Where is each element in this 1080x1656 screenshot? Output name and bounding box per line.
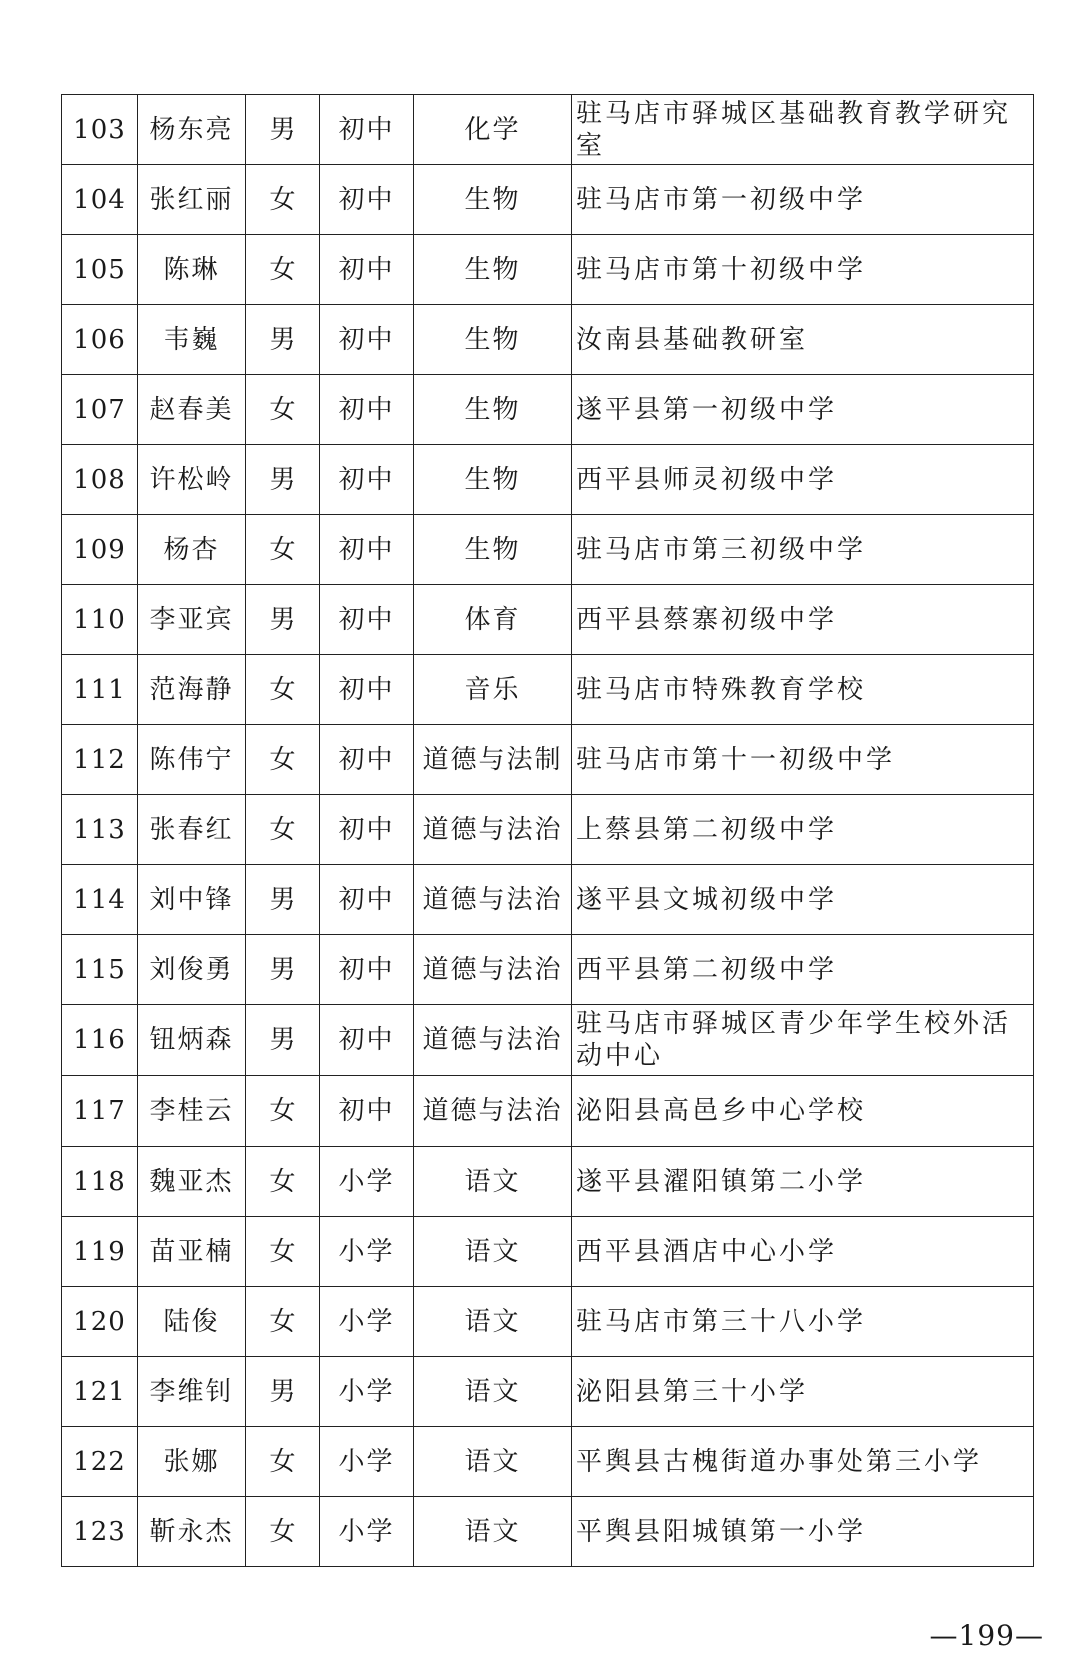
teacher-gender-cell: 女	[246, 235, 320, 305]
teacher-gender-cell: 女	[246, 1427, 320, 1497]
teacher-name-cell: 刘中锋	[138, 865, 246, 935]
row-number-cell: 104	[62, 165, 138, 235]
teacher-name-cell: 陈伟宁	[138, 725, 246, 795]
teaching-subject-cell: 道德与法治	[414, 1076, 572, 1147]
work-unit-cell: 遂平县第一初级中学	[572, 375, 1034, 445]
teacher-name-cell: 苗亚楠	[138, 1217, 246, 1287]
teaching-subject-cell: 生物	[414, 515, 572, 585]
teaching-subject-cell: 道德与法治	[414, 1005, 572, 1076]
row-number-cell: 108	[62, 445, 138, 515]
table-row	[62, 1497, 1034, 1567]
table-row	[62, 1357, 1034, 1427]
work-unit-cell: 驻马店市驿城区基础教育教学研究室	[572, 95, 1034, 165]
table-row	[62, 235, 1034, 305]
table-row	[62, 375, 1034, 445]
roster-body	[62, 95, 1034, 1567]
row-number-cell: 111	[62, 655, 138, 725]
teacher-name-cell: 刘俊勇	[138, 935, 246, 1005]
table-row	[62, 655, 1034, 725]
teacher-name-cell: 杨杏	[138, 515, 246, 585]
school-level-cell: 初中	[320, 165, 414, 235]
row-number-cell: 118	[62, 1147, 138, 1217]
teaching-subject-cell: 体育	[414, 585, 572, 655]
teacher-gender-cell: 男	[246, 865, 320, 935]
teacher-name-cell: 李维钊	[138, 1357, 246, 1427]
row-number-cell: 109	[62, 515, 138, 585]
row-number-cell: 105	[62, 235, 138, 305]
table-row	[62, 1217, 1034, 1287]
work-unit-cell: 驻马店市第三十八小学	[572, 1287, 1034, 1357]
work-unit-cell: 驻马店市驿城区青少年学生校外活动中心	[572, 1005, 1034, 1076]
school-level-cell: 小学	[320, 1287, 414, 1357]
table-row	[62, 305, 1034, 375]
teaching-subject-cell: 语文	[414, 1287, 572, 1357]
teacher-gender-cell: 女	[246, 1287, 320, 1357]
teaching-subject-cell: 道德与法治	[414, 935, 572, 1005]
table-row	[62, 1076, 1034, 1147]
table-row	[62, 165, 1034, 235]
teacher-gender-cell: 女	[246, 655, 320, 725]
teacher-name-cell: 钮炳森	[138, 1005, 246, 1076]
teaching-subject-cell: 生物	[414, 445, 572, 515]
work-unit-cell: 西平县蔡寨初级中学	[572, 585, 1034, 655]
row-number-cell: 107	[62, 375, 138, 445]
teacher-name-cell: 靳永杰	[138, 1497, 246, 1567]
work-unit-cell: 驻马店市第三初级中学	[572, 515, 1034, 585]
school-level-cell: 初中	[320, 235, 414, 305]
work-unit-cell: 上蔡县第二初级中学	[572, 795, 1034, 865]
work-unit-cell: 平舆县古槐街道办事处第三小学	[572, 1427, 1034, 1497]
table-row	[62, 515, 1034, 585]
teacher-gender-cell: 男	[246, 585, 320, 655]
teacher-gender-cell: 女	[246, 795, 320, 865]
teacher-name-cell: 韦巍	[138, 305, 246, 375]
school-level-cell: 初中	[320, 655, 414, 725]
school-level-cell: 初中	[320, 795, 414, 865]
row-number-cell: 106	[62, 305, 138, 375]
school-level-cell: 初中	[320, 725, 414, 795]
work-unit-cell: 泌阳县第三十小学	[572, 1357, 1034, 1427]
row-number-cell: 122	[62, 1427, 138, 1497]
school-level-cell: 初中	[320, 865, 414, 935]
work-unit-cell: 驻马店市第十初级中学	[572, 235, 1034, 305]
teaching-subject-cell: 生物	[414, 165, 572, 235]
school-level-cell: 初中	[320, 515, 414, 585]
school-level-cell: 初中	[320, 935, 414, 1005]
school-level-cell: 小学	[320, 1217, 414, 1287]
school-level-cell: 初中	[320, 445, 414, 515]
work-unit-cell: 西平县酒店中心小学	[572, 1217, 1034, 1287]
row-number-cell: 103	[62, 95, 138, 165]
teacher-gender-cell: 女	[246, 1217, 320, 1287]
row-number-cell: 112	[62, 725, 138, 795]
teacher-gender-cell: 男	[246, 1005, 320, 1076]
work-unit-cell: 平舆县阳城镇第一小学	[572, 1497, 1034, 1567]
teaching-subject-cell: 音乐	[414, 655, 572, 725]
teacher-gender-cell: 男	[246, 305, 320, 375]
school-level-cell: 初中	[320, 375, 414, 445]
teacher-gender-cell: 女	[246, 375, 320, 445]
school-level-cell: 小学	[320, 1427, 414, 1497]
teacher-gender-cell: 女	[246, 725, 320, 795]
school-level-cell: 小学	[320, 1497, 414, 1567]
work-unit-cell: 西平县第二初级中学	[572, 935, 1034, 1005]
table-row	[62, 95, 1034, 165]
teaching-subject-cell: 生物	[414, 235, 572, 305]
row-number-cell: 123	[62, 1497, 138, 1567]
teacher-name-cell: 李桂云	[138, 1076, 246, 1147]
table-row	[62, 1427, 1034, 1497]
teacher-gender-cell: 女	[246, 515, 320, 585]
teaching-subject-cell: 化学	[414, 95, 572, 165]
teacher-name-cell: 赵春美	[138, 375, 246, 445]
teacher-name-cell: 李亚宾	[138, 585, 246, 655]
teaching-subject-cell: 语文	[414, 1427, 572, 1497]
row-number-cell: 117	[62, 1076, 138, 1147]
row-number-cell: 119	[62, 1217, 138, 1287]
teacher-gender-cell: 男	[246, 445, 320, 515]
row-number-cell: 113	[62, 795, 138, 865]
teacher-name-cell: 张娜	[138, 1427, 246, 1497]
teaching-subject-cell: 语文	[414, 1147, 572, 1217]
school-level-cell: 小学	[320, 1147, 414, 1217]
teacher-gender-cell: 男	[246, 935, 320, 1005]
teaching-subject-cell: 语文	[414, 1217, 572, 1287]
teaching-subject-cell: 生物	[414, 305, 572, 375]
teaching-subject-cell: 道德与法治	[414, 795, 572, 865]
teacher-gender-cell: 女	[246, 1147, 320, 1217]
table-row	[62, 445, 1034, 515]
work-unit-cell: 泌阳县高邑乡中心学校	[572, 1076, 1034, 1147]
teacher-gender-cell: 男	[246, 1357, 320, 1427]
school-level-cell: 初中	[320, 305, 414, 375]
table-row	[62, 935, 1034, 1005]
teacher-name-cell: 范海静	[138, 655, 246, 725]
work-unit-cell: 驻马店市特殊教育学校	[572, 655, 1034, 725]
work-unit-cell: 西平县师灵初级中学	[572, 445, 1034, 515]
table-row	[62, 585, 1034, 655]
teaching-subject-cell: 道德与法治	[414, 865, 572, 935]
teacher-gender-cell: 女	[246, 165, 320, 235]
teacher-name-cell: 杨东亮	[138, 95, 246, 165]
school-level-cell: 初中	[320, 585, 414, 655]
teacher-name-cell: 魏亚杰	[138, 1147, 246, 1217]
row-number-cell: 114	[62, 865, 138, 935]
work-unit-cell: 遂平县文城初级中学	[572, 865, 1034, 935]
table-row	[62, 1147, 1034, 1217]
work-unit-cell: 汝南县基础教研室	[572, 305, 1034, 375]
work-unit-cell: 驻马店市第一初级中学	[572, 165, 1034, 235]
teaching-subject-cell: 语文	[414, 1497, 572, 1567]
teacher-name-cell: 张红丽	[138, 165, 246, 235]
row-number-cell: 116	[62, 1005, 138, 1076]
teacher-name-cell: 陈琳	[138, 235, 246, 305]
school-level-cell: 初中	[320, 1005, 414, 1076]
roster-table	[61, 94, 1034, 1567]
row-number-cell: 110	[62, 585, 138, 655]
teaching-subject-cell: 语文	[414, 1357, 572, 1427]
table-row	[62, 1287, 1034, 1357]
teacher-name-cell: 陆俊	[138, 1287, 246, 1357]
row-number-cell: 120	[62, 1287, 138, 1357]
teacher-name-cell: 张春红	[138, 795, 246, 865]
row-number-cell: 115	[62, 935, 138, 1005]
teacher-name-cell: 许松岭	[138, 445, 246, 515]
teaching-subject-cell: 生物	[414, 375, 572, 445]
school-level-cell: 小学	[320, 1357, 414, 1427]
teacher-gender-cell: 女	[246, 1076, 320, 1147]
teaching-subject-cell: 道德与法制	[414, 725, 572, 795]
school-level-cell: 初中	[320, 1076, 414, 1147]
table-row	[62, 1005, 1034, 1076]
row-number-cell: 121	[62, 1357, 138, 1427]
teacher-gender-cell: 男	[246, 95, 320, 165]
teacher-gender-cell: 女	[246, 1497, 320, 1567]
school-level-cell: 初中	[320, 95, 414, 165]
table-row	[62, 795, 1034, 865]
table-row	[62, 725, 1034, 795]
page-number: —199—	[929, 1619, 1044, 1652]
work-unit-cell: 遂平县濯阳镇第二小学	[572, 1147, 1034, 1217]
table-row	[62, 865, 1034, 935]
work-unit-cell: 驻马店市第十一初级中学	[572, 725, 1034, 795]
